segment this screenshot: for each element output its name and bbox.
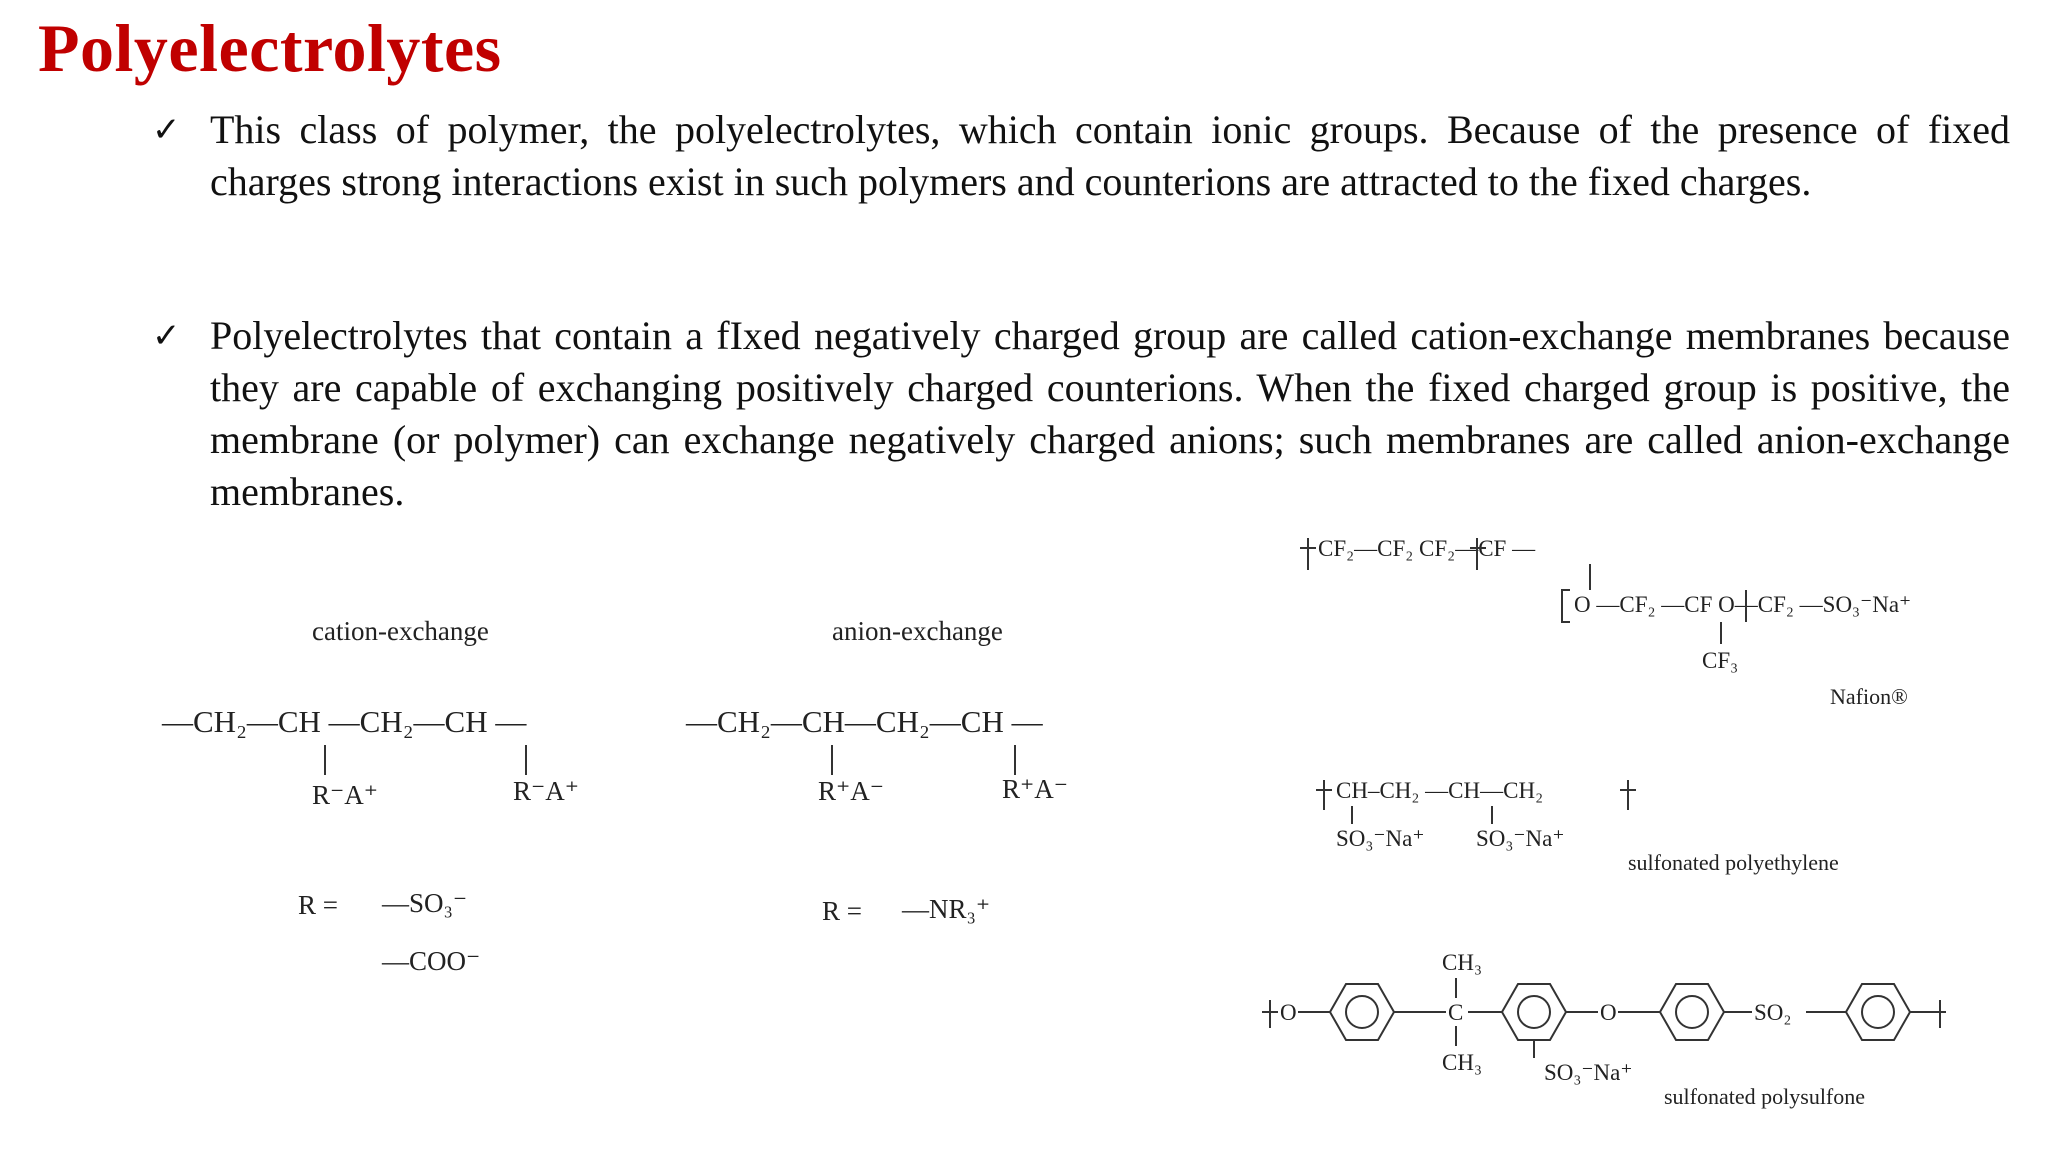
sulfonated-polysulfone-structure [1262,950,1946,1109]
sps-label: sulfonated polysulfone [1664,1084,1866,1109]
sps-ch3-top: CH₃ [1442,950,1482,975]
aromatic-circle [1346,996,1378,1028]
spe-label: sulfonated polyethylene [1628,850,1839,875]
bracket-line [1562,590,1570,622]
cation-backbone: —CH₂—CH —CH₂—CH — [162,704,527,739]
spe-substituent-2: SO₃⁻Na⁺ [1476,826,1565,851]
checkmark-icon: ✓ [152,110,181,150]
anion-exchange-label: anion-exchange [832,616,1003,646]
sps-oxygen-1: O [1280,1000,1297,1025]
nafion-structure [1300,536,1911,709]
cation-r-sulfonate: —SO₃⁻ [382,888,468,918]
checkmark-icon: ✓ [152,316,181,356]
sps-sulfonyl: SO₂ [1754,1000,1792,1025]
sps-carbon: C [1448,1000,1464,1025]
anion-substituent-1: R⁺A⁻ [818,776,885,806]
anion-exchange-structure [685,616,1068,926]
cation-exchange-label: cation-exchange [312,616,489,646]
sulfonated-polyethylene-structure [1316,778,1839,875]
bullet-text: This class of polymer, the polyelectrolytes, which contain ionic groups. Because of the presence of fixed charges strong interactions exist in such polymers and counterions are attracted to the fixed charges. [210,107,2010,204]
cation-r-carboxylate: —COO⁻ [382,946,481,976]
aromatic-circle [1518,996,1550,1028]
nafion-backbone: CF₂—CF₂ CF₂—CF — [1318,536,1536,561]
cation-exchange-structure [161,616,579,976]
cation-substituent-1: R⁻A⁺ [312,780,379,810]
slide-title: Polyelectrolytes [38,10,502,86]
sps-sulfonate: SO₃⁻Na⁺ [1544,1060,1633,1085]
bullet-text: Polyelectrolytes that contain a fIxed negatively charged group are called cation-exchange membranes because they are capable of exchanging positively charged counterions. When the fixed charged group is positive, the membrane (or polymer) can exchange negatively charged anions; such membranes are called anion-exchange membranes. [210,313,2010,514]
sps-ch3-bottom: CH₃ [1442,1050,1482,1075]
benzene-ring-2 [1502,984,1566,1040]
benzene-ring-1 [1330,984,1394,1040]
spe-substituent-1: SO₃⁻Na⁺ [1336,826,1425,851]
aromatic-circle [1862,996,1894,1028]
anion-substituent-2: R⁺A⁻ [1002,774,1069,804]
anion-backbone: —CH₂—CH—CH₂—CH — [686,704,1043,739]
nafion-label: Nafion® [1830,684,1908,709]
spe-backbone: CH–CH₂ —CH—CH₂ [1336,778,1544,803]
sps-oxygen-2: O [1600,1000,1617,1025]
benzene-ring-3 [1660,984,1724,1040]
cation-substituent-2: R⁻A⁺ [513,776,580,806]
nafion-cf3: CF₃ [1702,648,1739,673]
aromatic-circle [1676,996,1708,1028]
cation-r-label: R = [298,890,338,920]
anion-r-label: R = [822,896,862,926]
nafion-side-chain: O —CF₂ —CF O—CF₂ —SO₃⁻Na⁺ [1574,592,1912,617]
benzene-ring-4 [1846,984,1910,1040]
anion-r-ammonium: —NR₃⁺ [902,894,991,924]
